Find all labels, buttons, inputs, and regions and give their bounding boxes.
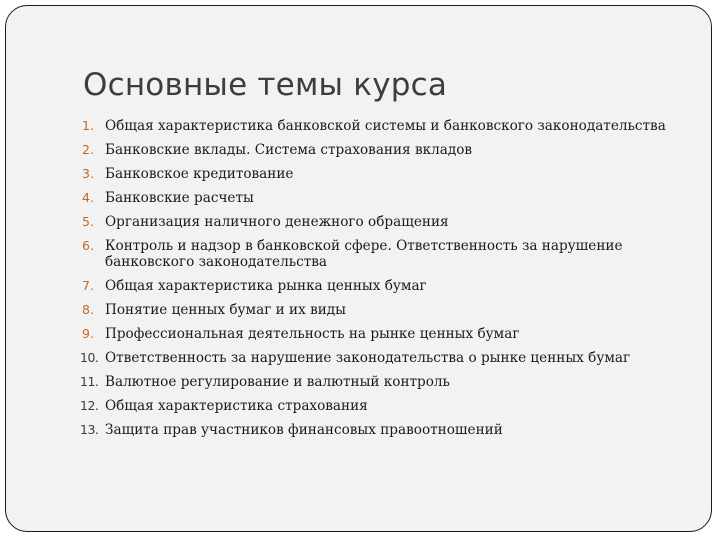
list-item-text: Организация наличного денежного обращения [105,214,449,230]
list-item [82,118,682,134]
list-item-number: 1. [82,118,94,133]
list-item-text: Ответственность за нарушение законодательства о рынке ценных бумаг [105,350,631,366]
slide-title: Основные темы курса [83,67,448,103]
list-item-text: Контроль и надзор в банковской сфере. Ответственность за нарушение банковского законодательства [105,238,623,270]
list-item-text: Валютное регулирование и валютный контроль [105,374,450,390]
list-item-number: 10. [80,350,99,365]
list-item [82,398,682,414]
list-item-number: 11. [80,374,99,389]
list-item-number: 3. [82,166,94,181]
list-item-text: Понятие ценных бумаг и их виды [105,302,346,318]
list-item-number: 2. [82,142,94,157]
list-item [82,350,682,366]
list-item [82,278,682,294]
list-item-number: 7. [82,278,94,293]
list-item-text: Общая характеристика страхования [105,398,368,414]
list-item-number: 6. [82,238,94,253]
list-item [82,326,682,342]
list-item-number: 4. [82,190,94,205]
list-item [82,238,682,270]
list-item-text: Банковские расчеты [105,190,254,206]
list-item [82,422,682,438]
list-item-text: Банковское кредитование [105,166,294,182]
list-item-number: 5. [82,214,94,229]
list-item-number: 13. [80,422,99,437]
list-item-number: 12. [80,398,99,413]
list-item [82,142,682,158]
list-item-text: Профессиональная деятельность на рынке ценных бумаг [105,326,520,342]
topic-list [82,118,682,446]
slide [5,5,712,532]
list-item [82,302,682,318]
list-item [82,190,682,206]
list-item-text: Общая характеристика банковской системы и банковского законодательства [105,118,666,134]
list-item-number: 8. [82,302,94,317]
list-item-number: 9. [82,326,94,341]
list-item [82,214,682,230]
list-item-text: Банковские вклады. Система страхования вкладов [105,142,473,158]
list-item [82,374,682,390]
list-item-text: Защита прав участников финансовых правоотношений [105,422,503,438]
list-item-text: Общая характеристика рынка ценных бумаг [105,278,427,294]
list-item [82,166,682,182]
